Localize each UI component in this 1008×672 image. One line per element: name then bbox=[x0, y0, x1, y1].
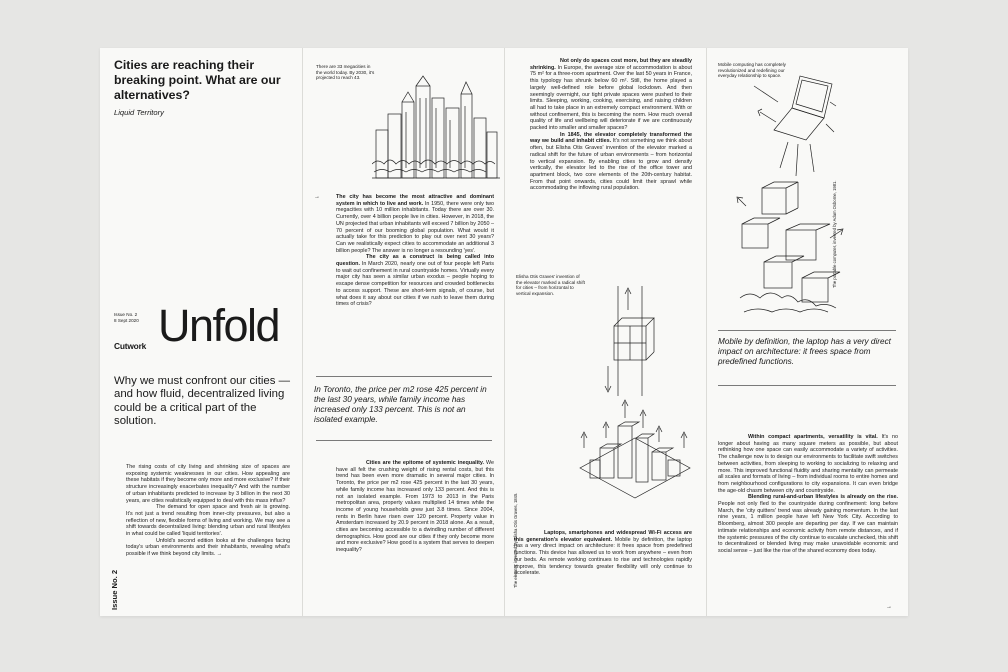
divider bbox=[718, 330, 896, 331]
issue-date: 8 Sept 2020 bbox=[114, 318, 139, 323]
headline: Cities are reaching their breaking point. What are our alternatives? bbox=[114, 58, 281, 102]
vertical-caption-laptop: The portable computer, invented by Adam Osborne, 1981. bbox=[832, 180, 837, 288]
divider bbox=[718, 385, 896, 386]
paragraph bbox=[718, 494, 898, 554]
caption-elevator: Elisha Otis Graves' invention of the elevator marked a radical shift for cities – from horizontal to vertical expansion. bbox=[516, 274, 585, 296]
skyline-illustration bbox=[372, 68, 500, 186]
paragraph bbox=[530, 58, 692, 132]
paragraph bbox=[530, 132, 692, 192]
pull-quote-laptop: Mobile by definition, the laptop has a very direct impact on architecture: it frees space from predefined functions. bbox=[718, 337, 891, 366]
paragraph bbox=[718, 434, 898, 494]
arrow-icon: → bbox=[886, 604, 892, 610]
laptop-illustration bbox=[750, 72, 840, 182]
paragraph bbox=[336, 460, 494, 554]
paragraph-text: In March 2020, nearly one out of four people left Paris to wait out confinement in rural countryside homes. Virtually every major city has seen a similar urban exodus – people hoping to escape dense competition for resources and crowded bottlenecks to access support. These are short-term signals, of course, but what does it say about our cities if we rush to leave them during times of crisis? bbox=[336, 261, 494, 308]
paragraph-text: People not only fled to the countryside during confinement: long before March, the 'city quitters' trend was already gaining momentum. In the last nine years, 1 million people have left New York City. According to Bloomberg, almost 300 people are departing per day. If we can maintain intimate relationships and economic activity from remote distances, and if the systemic pressures of the city continue to escalate unchecked, this shift to decentralized or blended living may make unavoidable economic and social sense – just like the rise of the shared economy does today. bbox=[718, 501, 898, 554]
body-col3-a bbox=[530, 58, 692, 192]
paragraph-text: It's not something we think about often, but Elisha Otis Graves' invention of the elevator marked a radical shift for the future of urban environments – from horizontal to vertical expansion. By enabling cities to grow and densify vertically, the elevator led to the rise of the office tower and apartment block, two core elements of the 20th-century habitat. From that point onwards, cities could limit their sprawl while accommodating the inflowing rural population. bbox=[530, 138, 693, 192]
caption-megacities: There are 33 megacities in the world today. By 2030, it's projected to reach 43. bbox=[316, 64, 375, 81]
subhead: Liquid Territory bbox=[114, 108, 164, 117]
body-col4 bbox=[718, 434, 898, 555]
paragraph-lead: Laptops, smartphones and widespread Wi-Fi access are this generation's elevator equivalent. bbox=[514, 530, 692, 543]
body-col2-a bbox=[336, 194, 494, 308]
intro-paragraph: The rising costs of city living and shrinking size of spaces are exposing systemic weaknesses in our cities. How appealing are these habitats if they become only more and more exclusive? If their structure increasingly exacerbates inequality? And with the number of urban inhabitants predicted to increase by 3 billion in the next 30 years, are cities realistically equipped to deal with this mass influx? bbox=[126, 464, 290, 504]
issue-number: Issue No. 2 bbox=[114, 312, 138, 317]
paragraph-lead: Cities are the epitome of systemic inequality. bbox=[366, 460, 484, 466]
intro-text bbox=[126, 464, 290, 558]
paragraph-lead: Within compact apartments, versatility is vital. bbox=[748, 434, 878, 440]
paragraph-lead: Blending rural-and-urban lifestyles is already on the rise. bbox=[748, 494, 898, 501]
paragraph-text: We have all felt the crushing weight of rising rental costs, but this trend has been even more dramatic in several major cities. In Toronto, the price per m2 rose 425 percent in the last 30 years, while family income has increased only 133 percent. And this is not an isolated example. From 1973 to 2013 in the Paris metropolitan area, property values multiplied 14 times while the income of young households grew just 3.8 times. Since 2004, rents in Berlin have risen over 120 percent. Property value in Amsterdam increased by 20.9 percent in 2018 alone. As a result, cities are becoming accessible to a dwindling number of different demographics. How good are our cities if they only become more and more exclusive? How good is a system that serves to deepen inequality? bbox=[336, 460, 494, 554]
fold-line bbox=[302, 48, 303, 616]
arrow-icon: → bbox=[216, 551, 223, 558]
paragraph bbox=[336, 254, 494, 308]
body-col3-b bbox=[514, 530, 692, 577]
paragraph-lead: Not only do spaces cost more, but they are steadily shrinking. bbox=[530, 58, 692, 71]
paragraph-lead: The city as a construct is being called into question. bbox=[336, 254, 494, 268]
paragraph bbox=[514, 530, 692, 577]
brand-logo: Cutwork bbox=[114, 341, 147, 351]
lede: Why we must confront our cities — and how fluid, decentralized living could be a critical part of the solution. bbox=[114, 375, 290, 428]
isometric-city-illustration bbox=[570, 398, 700, 510]
body-col2-b bbox=[336, 460, 494, 554]
fold-line bbox=[706, 48, 707, 616]
paragraph-text: It's no longer about having as many square meters as possible, but about rethinking how one space can easily accommodate a variety of activities. The challenge now is to design our environments to facilitate swift switches between activities, from sleeping to working to socializing to relaxing and more. This improved functional fluidity and sharing mentality can permeate all scales and formats of living – from individual rooms to entire homes and from neighbourhood configurations to city expansions. It can even bridge the age-old chasm between city and countryside. bbox=[718, 434, 898, 494]
divider bbox=[316, 376, 492, 377]
paragraph-lead: The city has become the most attractive and dominant system in which to live and work. bbox=[336, 194, 494, 207]
elevator-illustration bbox=[600, 286, 660, 396]
intro-paragraph-text: Unfold's second edition looks at the challenges facing today's urban environments and their inhabitants, revealing what's possible if we think beyond city limits. bbox=[126, 537, 290, 558]
intro-paragraph bbox=[126, 538, 290, 558]
divider bbox=[316, 440, 492, 441]
paragraph-text: In Europe, the average size of accommodation is about 75 m² for a three-room apartment. Over the last 50 years in France, this typology has shrunk below 60 m². Still, the home played a largely well-defined role before global lockdown. And then seemingly overnight, our tight private spaces were pushed to their limits. Sleeping, working, cooking, exercising, and raising children all had to take place in an extremely compact environment. With or without confinement, this is becoming the norm. How much overall quality of life and wellbeing will deteriorate if we are continuously packed into smaller and smaller spaces? bbox=[530, 64, 692, 132]
paragraph-text: In 1950, there were only two megacities with 10 million inhabitants. Today there are over 30. Currently, over 4 billion people live in cities. However, in 2018, the UN projected that urban inhabitants will exceed 7 billion by 2050 – 70 percent of our booming global population. What would it actually take for this prediction to play out over next 30 years? Can we realistically expect cities to accommodate an additional 3 billion people? The answer is no longer a resounding 'yes'. bbox=[336, 200, 494, 254]
caption-mobile-computing: Mobile computing has completely revolutionized and redefining our everyday relationship to space. bbox=[718, 62, 786, 79]
paragraph-lead: In 1845, the elevator completely transformed the way we build and inhabit cities. bbox=[530, 131, 692, 145]
masthead-title: Unfold bbox=[158, 300, 280, 351]
pull-quote: In Toronto, the price per m2 rose 425 percent in the last 30 years, while family income has increased only 133 percent. This is not an isolated example. bbox=[314, 385, 487, 424]
paragraph-text: Mobile by definition, the laptop has a very direct impact on architecture: it frees space from predefined functions. This device has allowed us to work from anywhere – even from our beds. As remote working continues to rise and technologies rapidly improve, this tendency towards greater flexibility will only continue to accelerate. bbox=[514, 536, 692, 577]
arrow-icon: → bbox=[314, 194, 320, 200]
paragraph bbox=[336, 194, 494, 254]
vertical-issue-label: Issue No. 2 bbox=[110, 569, 119, 610]
intro-paragraph: The demand for open space and fresh air is growing. It's not just a trend resulting from inner-city pressures, but also a reflection of new, flexible forms of living and working. We may see a shift towards decentralized living: blending urban and rural lifestyles in what could be called 'liquid territories'. bbox=[126, 504, 290, 538]
newspaper-sheet bbox=[100, 48, 908, 616]
vertical-caption-elevator: The elevator, invented by Elisha Otis Graves, 1845. bbox=[513, 492, 518, 588]
fold-line bbox=[504, 48, 505, 616]
